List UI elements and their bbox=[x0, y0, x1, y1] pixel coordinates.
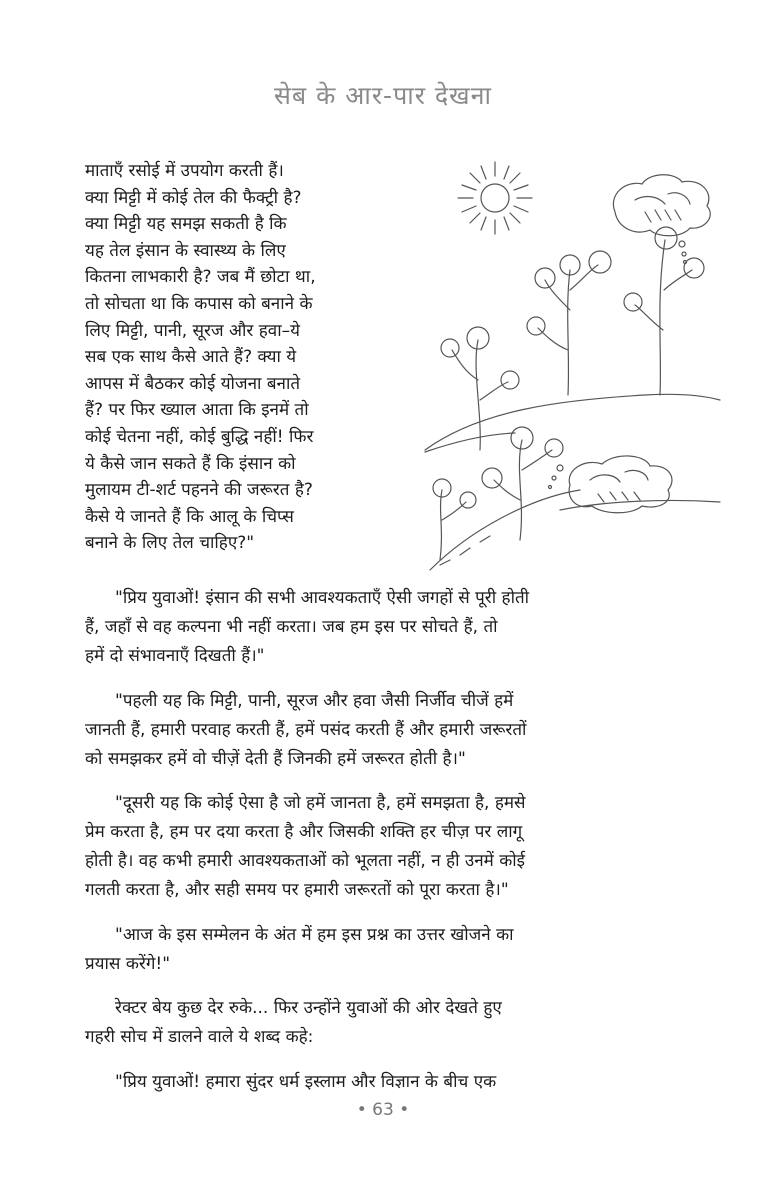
text-line: सब एक साथ कैसे आते हैं? क्या ये bbox=[85, 347, 297, 368]
sun-icon bbox=[458, 162, 532, 234]
text-line: प्रेम करता है, हम पर दया करता है और जिसकी शक्ति हर चीज़ पर लागू bbox=[85, 822, 523, 842]
paragraph bbox=[85, 789, 680, 905]
text-line: जानती हैं, हमारी परवाह करती हैं, हमें पसंद करती हैं और हमारी जरूरतों bbox=[85, 719, 527, 740]
text-line: माताएँ रसोई में उपयोग करती हैं। bbox=[85, 161, 284, 181]
text-line: बनाने के लिए तेल चाहिए?" bbox=[85, 533, 255, 554]
cotton-plant-icon bbox=[624, 227, 704, 395]
paragraph bbox=[85, 584, 680, 671]
paragraph bbox=[85, 687, 680, 774]
illustration-drawing bbox=[420, 150, 725, 580]
text-line: "पहली यह कि मिट्टी, पानी, सूरज और हवा जैसी निर्जीव चीजें हमें bbox=[115, 690, 514, 711]
paragraph bbox=[85, 1068, 680, 1097]
text-line: मुलायम टी-शर्ट पहनने की जरूरत है? bbox=[85, 480, 313, 501]
text-line: रेक्टर बेय कुछ देर रुके... फिर उन्होंने युवाओं की ओर देखते हुए bbox=[115, 998, 502, 1018]
cotton-plant-icon bbox=[441, 327, 519, 450]
text-line: क्या मिट्टी में कोई तेल की फैक्ट्री है? bbox=[85, 187, 302, 208]
text-line: को समझकर हमें वो चीज़ें देती हैं जिनकी हमें जरूरत होती है।" bbox=[85, 748, 466, 769]
page-number: • 63 • bbox=[356, 1100, 410, 1120]
text-line: होती है। वह कभी हमारी आवश्यकताओं को भूलता नहीं, न ही उनमें कोई bbox=[85, 851, 525, 871]
text-line: हैं? पर फिर ख्याल आता कि इनमें तो bbox=[85, 400, 309, 421]
text-line: गहरी सोच में डालने वाले ये शब्द कहे: bbox=[85, 1027, 314, 1047]
text-line: "आज के इस सम्मेलन के अंत में हम इस प्रश्न का उत्तर खोजने का bbox=[115, 924, 514, 945]
text-line: यह तेल इंसान के स्वास्थ्य के लिए bbox=[85, 240, 286, 261]
text-line: तो सोचता था कि कपास को बनाने के bbox=[85, 293, 313, 314]
text-line: गलती करता है, और सही समय पर हमारी जरूरतों को पूरा करता है।" bbox=[85, 880, 509, 900]
text-line: "प्रिय युवाओं! हमारा सुंदर धर्म इस्लाम और विज्ञान के बीच एक bbox=[115, 1071, 497, 1092]
text-line: लिए मिट्टी, पानी, सूरज और हवा–ये bbox=[85, 320, 300, 341]
text-line: क्या मिट्टी यह समझ सकती है कि bbox=[85, 214, 287, 235]
cotton-plant-icon bbox=[527, 251, 611, 395]
text-line: हमें दो संभावनाएँ दिखती हैं।" bbox=[85, 646, 265, 666]
text-line: ये कैसे जान सकते हैं कि इंसान को bbox=[85, 453, 296, 474]
intro-text bbox=[85, 158, 420, 557]
paragraph bbox=[85, 921, 680, 979]
body-text bbox=[85, 584, 680, 1112]
text-line: हैं, जहाँ से वह कल्पना भी नहीं करता। जब हम इस पर सोचते हैं, तो bbox=[85, 617, 498, 637]
text-line: कितना लाभकारी है? जब मैं छोटा था, bbox=[85, 267, 316, 288]
text-line: प्रयास करेंगे!" bbox=[85, 953, 171, 974]
paragraph bbox=[85, 994, 680, 1052]
text-line: "दूसरी यह कि कोई ऐसा है जो हमें जानता है, हमें समझता है, हमसे bbox=[115, 793, 526, 813]
cotton-plant-icon bbox=[482, 427, 563, 540]
text-line: "प्रिय युवाओं! इंसान की सभी आवश्यकताएँ ऐसी जगहों से पूरी होती bbox=[115, 588, 530, 608]
cloud-icon bbox=[549, 456, 672, 513]
text-line: आपस में बैठकर कोई योजना बनाते bbox=[85, 373, 301, 394]
page-title: सेब के आर-पार देखना bbox=[274, 81, 492, 110]
cloud-icon bbox=[613, 175, 710, 264]
text-line: कोई चेतना नहीं, कोई बुद्धि नहीं! फिर bbox=[85, 426, 314, 447]
cotton-field-illustration bbox=[420, 150, 725, 580]
text-line: कैसे ये जानते हैं कि आलू के चिप्स bbox=[85, 506, 294, 527]
